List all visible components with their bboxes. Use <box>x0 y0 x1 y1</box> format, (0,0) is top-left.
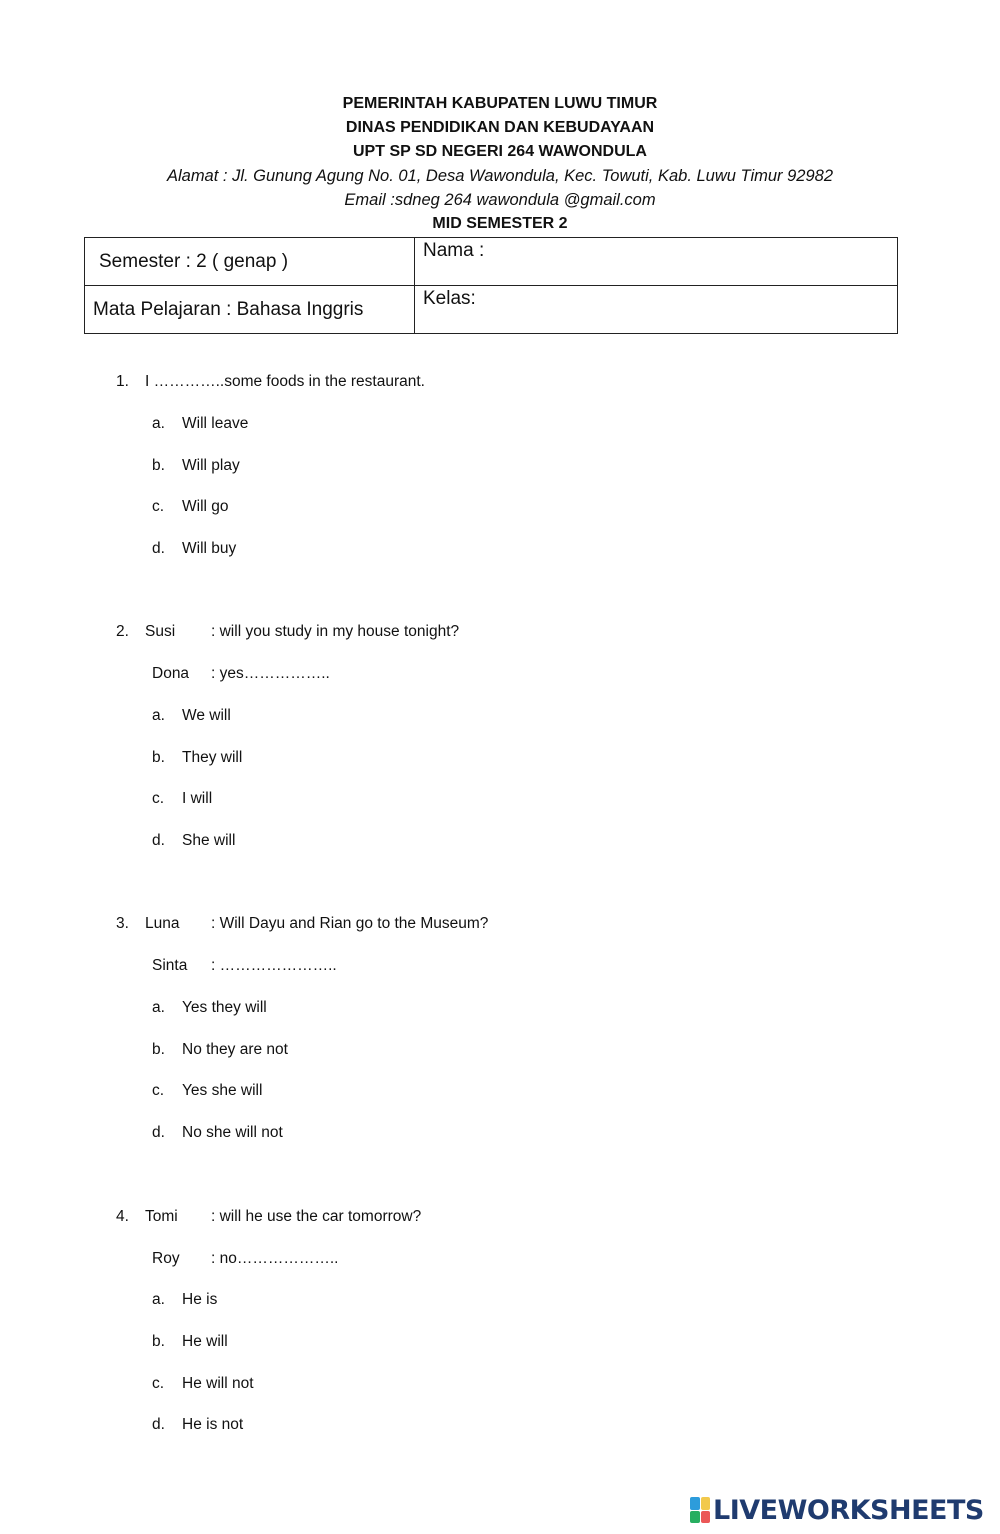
option-text: He will <box>182 1333 228 1350</box>
logo-tile <box>690 1511 700 1524</box>
dialogue-line: : Will Dayu and Rian go to the Museum? <box>211 915 489 932</box>
option-2a[interactable] <box>152 707 231 725</box>
question-number: 2. <box>116 623 129 640</box>
option-text: They will <box>182 749 243 766</box>
option-4c[interactable] <box>152 1375 254 1393</box>
option-text: No she will not <box>182 1124 283 1141</box>
question-number: 1. <box>116 373 129 390</box>
option-letter: d. <box>152 832 165 849</box>
semester-label: Semester : 2 ( genap ) <box>99 250 289 272</box>
speaker-name: Luna <box>145 915 180 932</box>
dialogue-line: : will you study in my house tonight? <box>211 623 460 640</box>
question-2-reply <box>152 665 330 683</box>
question-4 <box>116 1208 422 1226</box>
option-1b[interactable] <box>152 457 240 475</box>
option-letter: b. <box>152 1041 165 1058</box>
option-letter: b. <box>152 749 165 766</box>
option-letter: c. <box>152 1375 165 1392</box>
option-text: He will not <box>182 1375 254 1392</box>
option-2b[interactable] <box>152 749 243 767</box>
option-text: We will <box>182 707 231 724</box>
logo-text: LIVEWORKSHEETS <box>713 1494 984 1526</box>
logo-tile <box>690 1497 700 1510</box>
question-3-reply <box>152 957 337 975</box>
option-text: Will play <box>182 457 240 474</box>
question-1 <box>116 373 425 391</box>
option-text: He is <box>182 1291 218 1308</box>
option-letter: d. <box>152 1416 165 1433</box>
question-text: I …………..some foods in the restaurant. <box>145 373 425 390</box>
question-number: 3. <box>116 915 129 932</box>
nama-label: Nama : <box>423 240 485 261</box>
speaker-name: Susi <box>145 623 176 640</box>
option-text: Will go <box>182 498 229 515</box>
option-text: Yes they will <box>182 999 267 1016</box>
option-text: I will <box>182 790 213 807</box>
option-letter: b. <box>152 1333 165 1350</box>
kelas-label: Kelas: <box>423 288 476 309</box>
option-2d[interactable] <box>152 832 236 850</box>
speaker-name: Roy <box>152 1250 180 1267</box>
option-letter: a. <box>152 1291 165 1308</box>
student-info-table <box>84 237 898 334</box>
header-government: PEMERINTAH KABUPATEN LUWU TIMUR <box>342 95 658 112</box>
dialogue-line: : ………………….. <box>211 957 337 974</box>
speaker-name: Tomi <box>145 1208 178 1225</box>
option-text: Yes she will <box>182 1082 263 1099</box>
option-letter: c. <box>152 790 165 807</box>
option-1d[interactable] <box>152 540 237 558</box>
option-4a[interactable] <box>152 1291 218 1309</box>
option-letter: a. <box>152 415 165 432</box>
option-text: She will <box>182 832 236 849</box>
header-department: DINAS PENDIDIKAN DAN KEBUDAYAAN <box>345 119 655 136</box>
header-school: UPT SP SD NEGERI 264 WAWONDULA <box>353 143 647 160</box>
dialogue-line: : no……………….. <box>211 1250 339 1267</box>
header-email: Email :sdneg 264 wawondula @gmail.com <box>344 191 656 209</box>
option-text: He is not <box>182 1416 244 1433</box>
question-2 <box>116 623 460 641</box>
option-2c[interactable] <box>152 790 213 808</box>
option-letter: a. <box>152 707 165 724</box>
option-3d[interactable] <box>152 1124 283 1142</box>
liveworksheets-logo[interactable] <box>690 1494 984 1526</box>
logo-tile <box>701 1497 711 1510</box>
subject-cell <box>85 286 415 334</box>
kelas-cell[interactable] <box>415 286 898 334</box>
option-letter: d. <box>152 1124 165 1141</box>
subject-label: Mata Pelajaran : Bahasa Inggris <box>93 298 364 320</box>
nama-cell[interactable] <box>415 238 898 286</box>
question-number: 4. <box>116 1208 129 1225</box>
speaker-name: Sinta <box>152 957 188 974</box>
option-text: Will buy <box>182 540 237 557</box>
option-1c[interactable] <box>152 498 229 516</box>
logo-tile <box>701 1511 711 1524</box>
option-letter: b. <box>152 457 165 474</box>
question-4-reply <box>152 1250 339 1268</box>
option-3a[interactable] <box>152 999 267 1017</box>
option-letter: a. <box>152 999 165 1016</box>
question-3 <box>116 915 489 933</box>
liveworksheets-logo-icon <box>690 1497 710 1523</box>
semester-cell <box>85 238 415 286</box>
option-3c[interactable] <box>152 1082 263 1100</box>
option-1a[interactable] <box>152 415 249 433</box>
option-text: No they are not <box>182 1041 288 1058</box>
option-4b[interactable] <box>152 1333 228 1351</box>
dialogue-line: : yes…………….. <box>211 665 330 682</box>
option-4d[interactable] <box>152 1416 244 1434</box>
exam-title: MID SEMESTER 2 <box>432 215 568 232</box>
header-address: Alamat : Jl. Gunung Agung No. 01, Desa Wawondula, Kec. Towuti, Kab. Luwu Timur 92982 <box>166 167 834 185</box>
option-letter: c. <box>152 498 165 515</box>
option-letter: d. <box>152 540 165 557</box>
option-letter: c. <box>152 1082 165 1099</box>
speaker-name: Dona <box>152 665 190 682</box>
dialogue-line: : will he use the car tomorrow? <box>211 1208 422 1225</box>
option-text: Will leave <box>182 415 249 432</box>
option-3b[interactable] <box>152 1041 288 1059</box>
